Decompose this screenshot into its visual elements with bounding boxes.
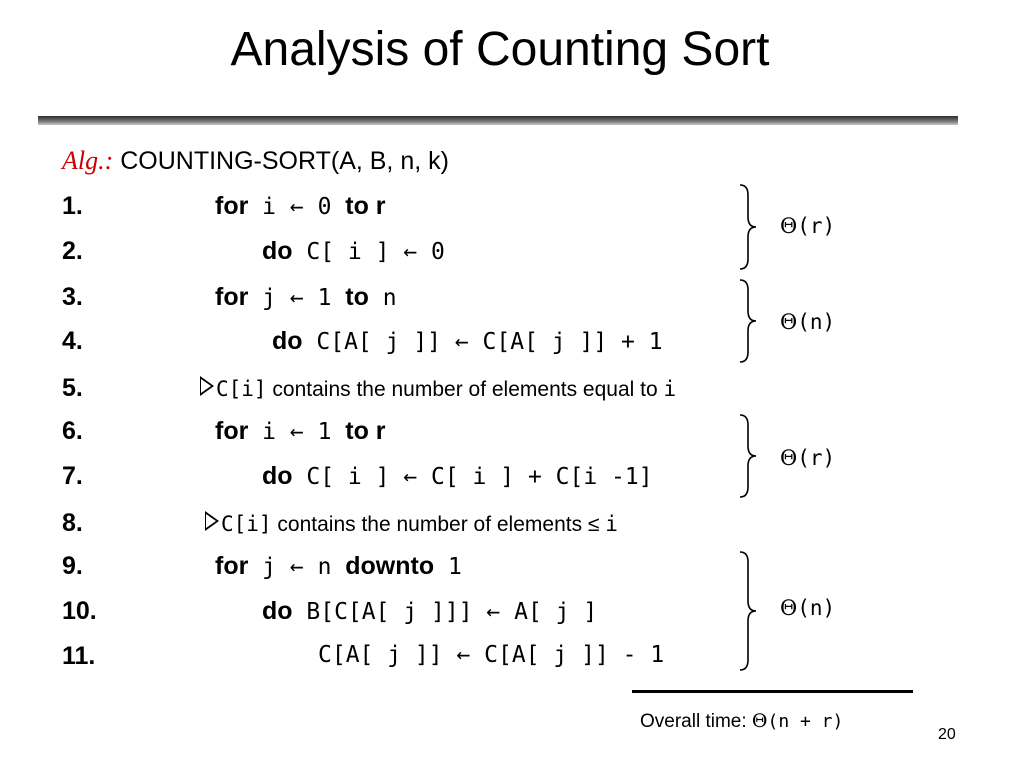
code-line-4 bbox=[0, 327, 720, 363]
code-line-10 bbox=[0, 597, 720, 633]
keyword: do bbox=[262, 237, 293, 265]
line-number: 10. bbox=[62, 597, 97, 625]
overall-label: Overall time: bbox=[640, 711, 752, 732]
line-number: 6. bbox=[62, 417, 83, 445]
algorithm-label: Alg.: bbox=[62, 146, 114, 175]
line-code bbox=[215, 552, 462, 581]
comment-triangle-icon bbox=[205, 511, 219, 531]
line-code bbox=[215, 417, 386, 446]
line-code bbox=[215, 192, 386, 221]
keyword: for bbox=[215, 192, 249, 220]
theta-symbol: Θ bbox=[780, 596, 798, 620]
code-line-8 bbox=[0, 509, 720, 545]
code-text: i ← 0 bbox=[248, 194, 346, 220]
comment-triangle-icon bbox=[200, 376, 214, 396]
comment-line bbox=[200, 374, 676, 403]
line-number: 8. bbox=[62, 509, 83, 537]
line-code bbox=[215, 283, 397, 312]
algorithm-header bbox=[62, 146, 449, 176]
code-text: j ← n bbox=[248, 554, 346, 580]
overall-arg: (n + r) bbox=[767, 711, 844, 732]
complexity-arg: (n) bbox=[797, 596, 836, 620]
line-code bbox=[262, 597, 597, 626]
code-text: 1 bbox=[434, 554, 462, 580]
keyword: to bbox=[345, 283, 369, 311]
code-line-9 bbox=[0, 552, 720, 588]
code-text: C[A[ j ]] ← C[A[ j ]] + 1 bbox=[302, 329, 663, 355]
line-code bbox=[272, 327, 663, 356]
comment-text: contains the number of elements equal to bbox=[266, 378, 664, 401]
theta-symbol: Θ bbox=[780, 310, 798, 334]
comment-text: contains the number of elements ≤ bbox=[271, 513, 606, 536]
line-number: 9. bbox=[62, 552, 83, 580]
line-number: 2. bbox=[62, 237, 83, 265]
code-line-3 bbox=[0, 283, 720, 319]
code-line-6 bbox=[0, 417, 720, 453]
keyword: for bbox=[215, 552, 249, 580]
keyword: for bbox=[215, 283, 249, 311]
code-text: C[ i ] ← 0 bbox=[292, 239, 445, 265]
brace-icon bbox=[738, 183, 760, 271]
comment-code: i bbox=[605, 512, 618, 536]
line-code bbox=[318, 642, 664, 668]
overall-time bbox=[640, 710, 843, 733]
complexity-label bbox=[780, 596, 835, 621]
complexity-arg: (r) bbox=[797, 214, 836, 238]
comment-code: i bbox=[663, 377, 677, 401]
comment-line bbox=[205, 509, 618, 538]
code-line-11 bbox=[0, 642, 720, 678]
code-text: C[ i ] ← C[ i ] + C[i -1] bbox=[292, 464, 653, 490]
brace-icon bbox=[738, 278, 760, 364]
code-line-2 bbox=[0, 237, 720, 273]
title-divider bbox=[38, 116, 958, 125]
theta-symbol: Θ bbox=[780, 214, 798, 238]
code-text: B[C[A[ j ]]] ← A[ j ] bbox=[292, 599, 598, 625]
brace-icon bbox=[738, 413, 760, 499]
code-text: C[A[ j ]] ← C[A[ j ]] - 1 bbox=[318, 642, 665, 668]
keyword: do bbox=[262, 597, 293, 625]
algorithm-signature: COUNTING-SORT(A, B, n, k) bbox=[120, 147, 449, 175]
code-line-5 bbox=[0, 374, 720, 410]
code-text: n bbox=[368, 285, 397, 311]
line-code bbox=[262, 237, 445, 266]
code-text: j ← 1 bbox=[248, 285, 346, 311]
line-number: 3. bbox=[62, 283, 83, 311]
page-number: 20 bbox=[938, 726, 956, 743]
comment-code: C[i] bbox=[221, 512, 272, 536]
code-line-1 bbox=[0, 192, 720, 228]
complexity-label bbox=[780, 310, 835, 335]
complexity-label bbox=[780, 214, 835, 239]
line-number: 1. bbox=[62, 192, 83, 220]
brace-icon bbox=[738, 550, 760, 672]
comment-code: C[i] bbox=[216, 377, 267, 401]
theta-symbol: Θ bbox=[780, 446, 798, 470]
line-number: 11. bbox=[62, 642, 96, 670]
code-text: i ← 1 bbox=[248, 419, 346, 445]
overall-divider bbox=[632, 690, 913, 693]
line-number: 4. bbox=[62, 327, 83, 355]
slide-title: Analysis of Counting Sort bbox=[230, 23, 770, 76]
keyword: downto bbox=[345, 552, 435, 580]
code-line-7 bbox=[0, 462, 720, 498]
line-number: 5. bbox=[62, 374, 83, 402]
line-number: 7. bbox=[62, 462, 83, 490]
complexity-arg: (r) bbox=[797, 446, 836, 470]
keyword: do bbox=[272, 327, 303, 355]
complexity-arg: (n) bbox=[797, 310, 836, 334]
keyword: do bbox=[262, 462, 293, 490]
keyword: for bbox=[215, 417, 249, 445]
keyword: to r bbox=[345, 192, 386, 220]
complexity-label bbox=[780, 446, 835, 471]
theta-symbol: Θ bbox=[751, 710, 768, 732]
keyword: to r bbox=[345, 417, 386, 445]
line-code bbox=[262, 462, 653, 491]
